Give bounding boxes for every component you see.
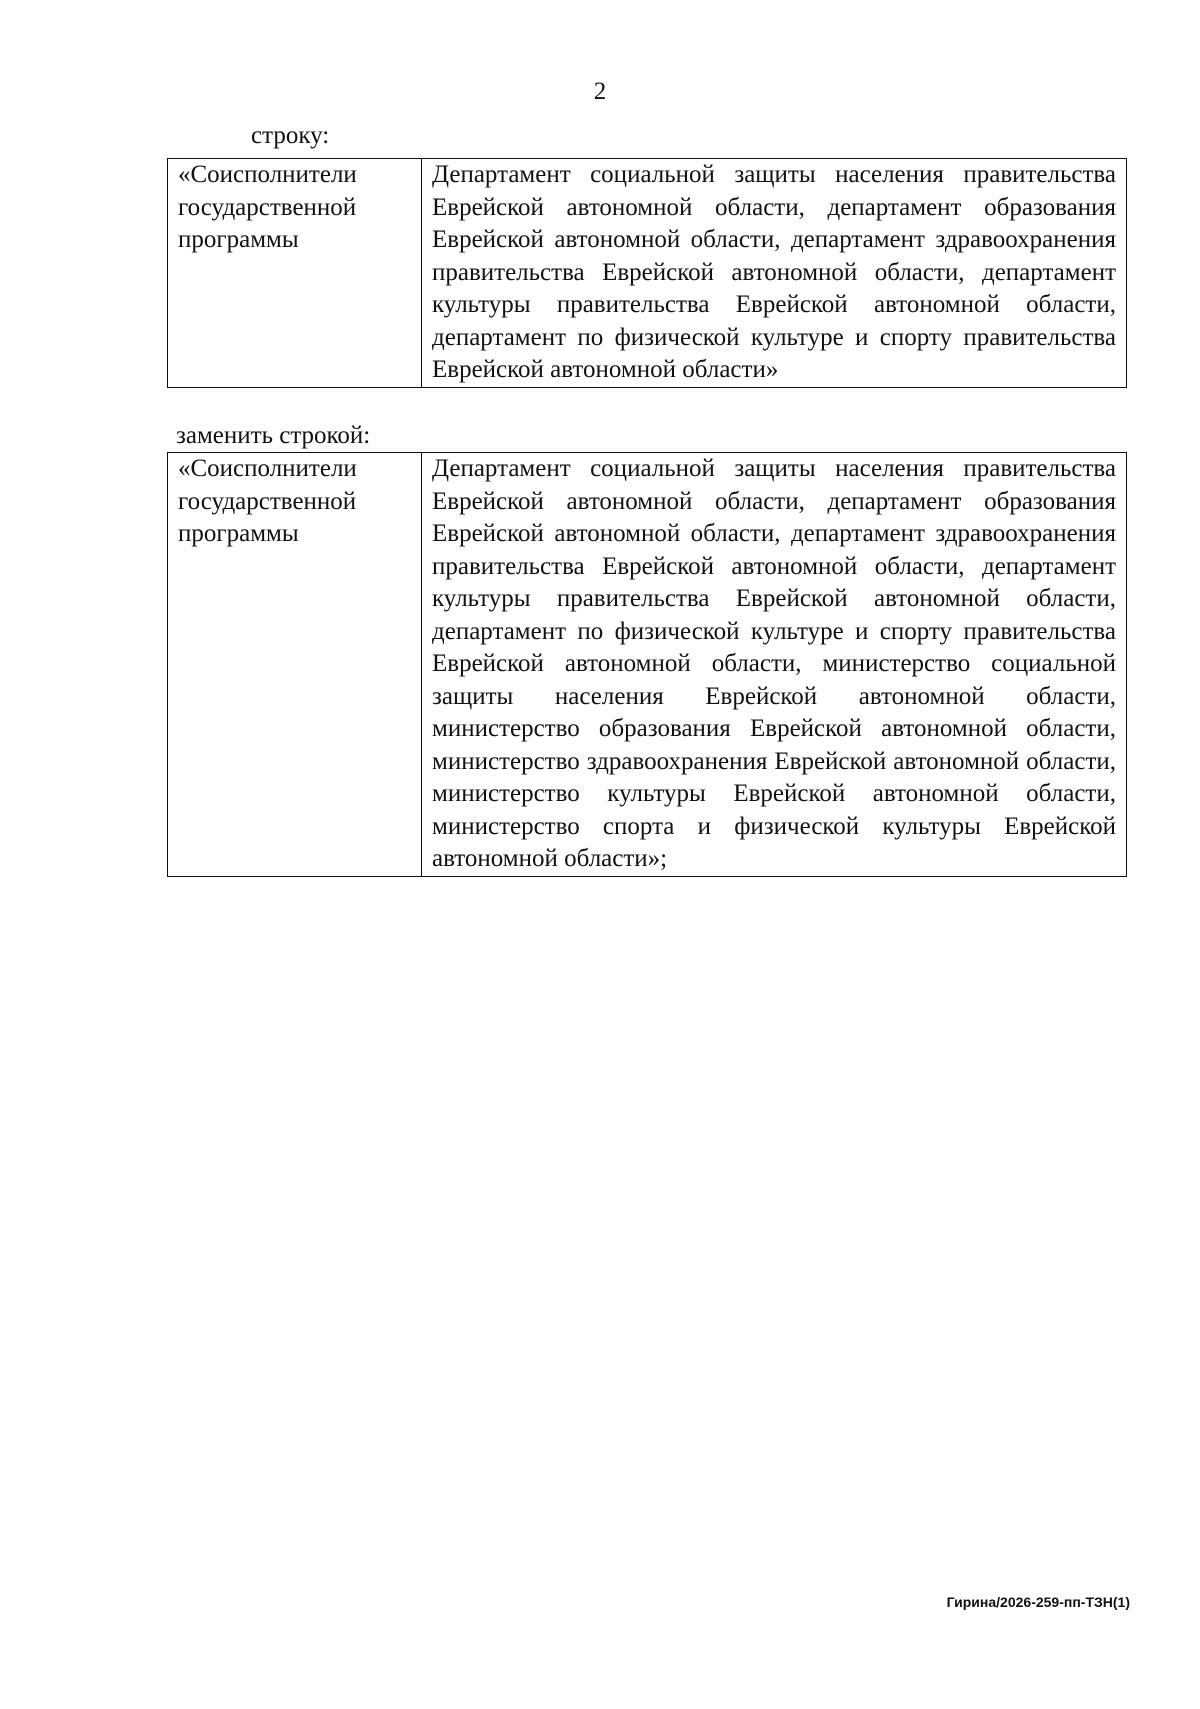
intro-label: строку:	[251, 122, 330, 149]
old-row-label: «Соисполнители государственной программы	[168, 159, 422, 388]
new-row-table	[167, 452, 1127, 877]
document-code: Гирина/2026-259-пп-ТЗН(1)	[946, 1594, 1130, 1610]
new-row-label: «Соисполнители государственной программы	[168, 453, 422, 877]
old-row-text: Департамент социальной защиты населения правительства Еврейской автономной области, департамент образования Еврейской автономной области, департамент здравоохранения правительства Еврейской автономной области, департамент культуры правительства Еврейской автономной области, департамент по физической культуре и спорту правительства Еврейской автономной области»	[422, 159, 1127, 388]
table-row	[168, 159, 1127, 388]
replace-label: заменить строкой:	[176, 422, 371, 449]
old-row-table	[167, 158, 1127, 388]
table-row	[168, 453, 1127, 877]
page-number: 2	[593, 78, 607, 105]
new-row-text: Департамент социальной защиты населения правительства Еврейской автономной области, департамент образования Еврейской автономной области, департамент здравоохранения правительства Еврейской автономной области, департамент культуры правительства Еврейской автономной области, департамент по физической культуре и спорту правительства Еврейской автономной области, министерство социальной защиты населения Еврейской автономной области, министерство образования Еврейской автономной области, министерство здравоохранения Еврейской автономной области, министерство культуры Еврейской автономной области, министерство спорта и физической культуры Еврейской автономной области»;	[422, 453, 1127, 877]
